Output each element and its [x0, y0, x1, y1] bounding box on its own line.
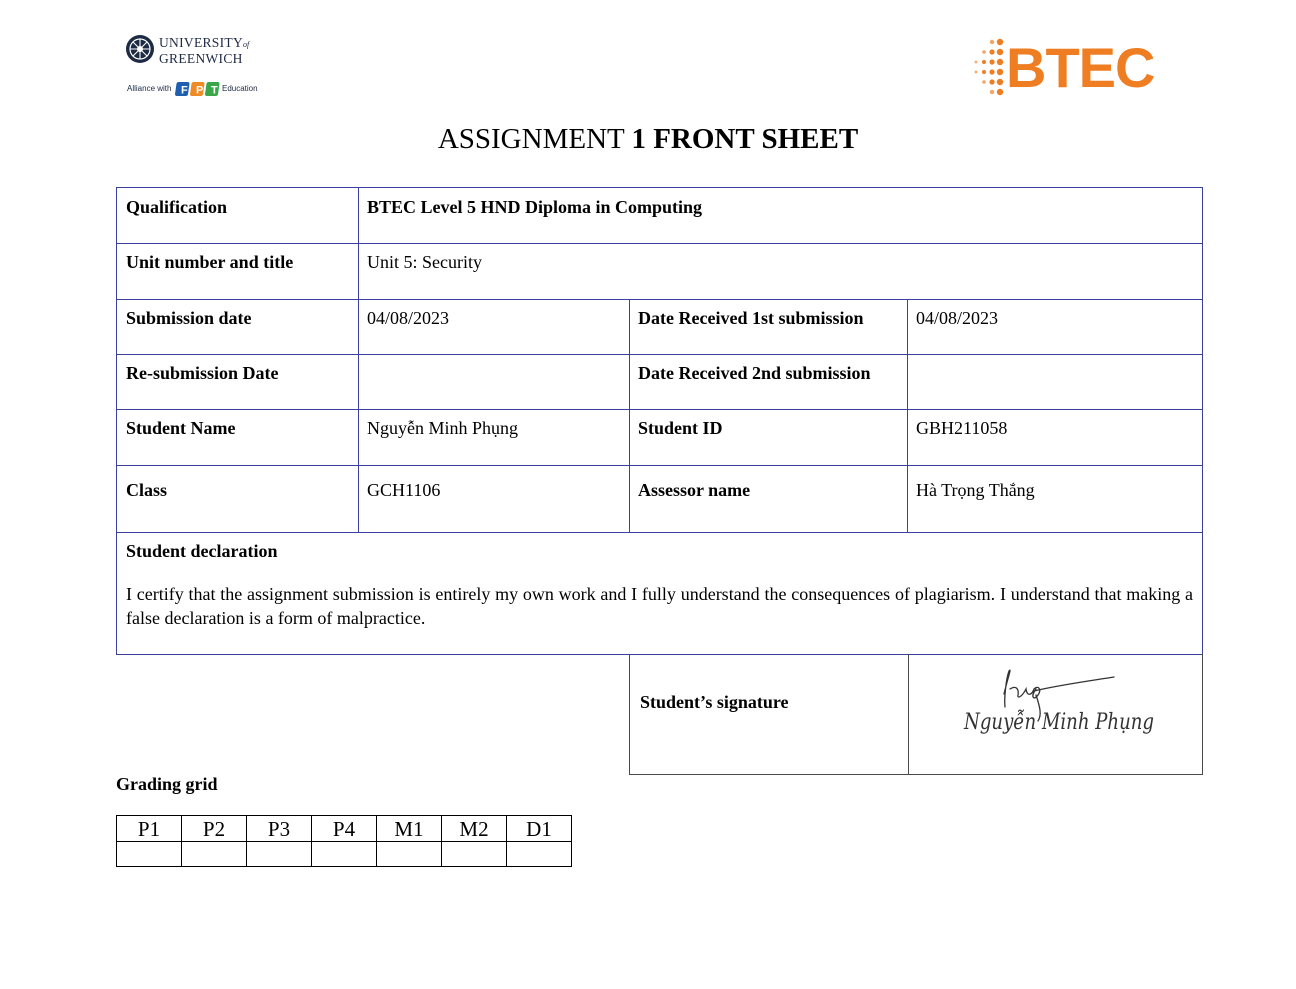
signature-box — [629, 654, 1203, 775]
university-seal-icon — [125, 34, 155, 64]
submission-date-value: 04/08/2023 — [367, 308, 450, 328]
student-id-value: GBH211058 — [916, 418, 1008, 438]
student-name-label: Student Name — [126, 418, 236, 438]
fpt-logo-icon — [176, 80, 222, 98]
date-received-1st-label: Date Received 1st submission — [638, 308, 864, 328]
signature-script: Nguyễn Minh Phụng — [964, 710, 1195, 735]
grade-cell-m2 — [442, 842, 507, 867]
unit-value: Unit 5: Security — [367, 252, 482, 272]
fpt-logo-letter-p: P — [196, 84, 204, 97]
education-text: Education — [222, 84, 258, 93]
grade-header-p2: P2 — [182, 816, 247, 842]
grade-cell-p3 — [247, 842, 312, 867]
student-id-label: Student ID — [638, 418, 723, 438]
resubmission-date-value — [358, 354, 629, 409]
fpt-logo-letter-t: T — [211, 84, 218, 97]
fpt-logo-letter-f: F — [181, 84, 188, 97]
class-value: GCH1106 — [367, 480, 441, 500]
grading-grid-label: Grading grid — [116, 774, 218, 794]
date-received-2nd-value — [907, 354, 1202, 409]
class-label: Class — [126, 480, 168, 500]
assessor-name-label: Assessor name — [638, 480, 751, 500]
grade-header-m1: M1 — [377, 816, 442, 842]
assessor-name-value: Hà Trọng Thắng — [916, 480, 1035, 500]
grade-header-d1: D1 — [507, 816, 572, 842]
btec-dots-icon — [968, 36, 1008, 100]
declaration-text: I certify that the assignment submission is entirely my own work and I fully understand the consequences of plagiarism. I understand that making a false declaration is a form of malpractice. — [126, 584, 1193, 628]
grade-cell-d1 — [507, 842, 572, 867]
btec-wordmark: BTEC — [1006, 36, 1155, 99]
university-greenwich-logo — [125, 34, 265, 104]
grading-grid-table — [116, 815, 572, 867]
declaration-heading: Student declaration — [126, 541, 278, 561]
grade-header-p3: P3 — [247, 816, 312, 842]
grade-cell-p2 — [182, 842, 247, 867]
qualification-label: Qualification — [126, 197, 228, 217]
date-received-2nd-label: Date Received 2nd submission — [638, 363, 871, 383]
university-name: UNIVERSITYof GREENWICH — [159, 35, 250, 66]
student-name-value: Nguyễn Minh Phụng — [367, 418, 519, 438]
resubmission-date-label: Re-submission Date — [126, 363, 279, 383]
signature-label: Student’s signature — [640, 692, 789, 712]
date-received-1st-value: 04/08/2023 — [916, 308, 999, 328]
alliance-text: Alliance with — [127, 84, 172, 93]
grade-cell-p1 — [117, 842, 182, 867]
signature-divider — [908, 654, 909, 774]
grade-cell-m1 — [377, 842, 442, 867]
assignment-info-table — [116, 187, 1203, 655]
submission-date-label: Submission date — [126, 308, 252, 328]
grade-header-m2: M2 — [442, 816, 507, 842]
unit-label: Unit number and title — [126, 252, 294, 272]
grade-header-p4: P4 — [312, 816, 377, 842]
btec-logo — [968, 36, 1168, 100]
page-title: ASSIGNMENT 1 FRONT SHEET — [437, 123, 859, 155]
grade-cell-p4 — [312, 842, 377, 867]
qualification-value: BTEC Level 5 HND Diploma in Computing — [367, 197, 703, 217]
handwritten-signature — [964, 659, 1195, 754]
grade-header-p1: P1 — [117, 816, 182, 842]
